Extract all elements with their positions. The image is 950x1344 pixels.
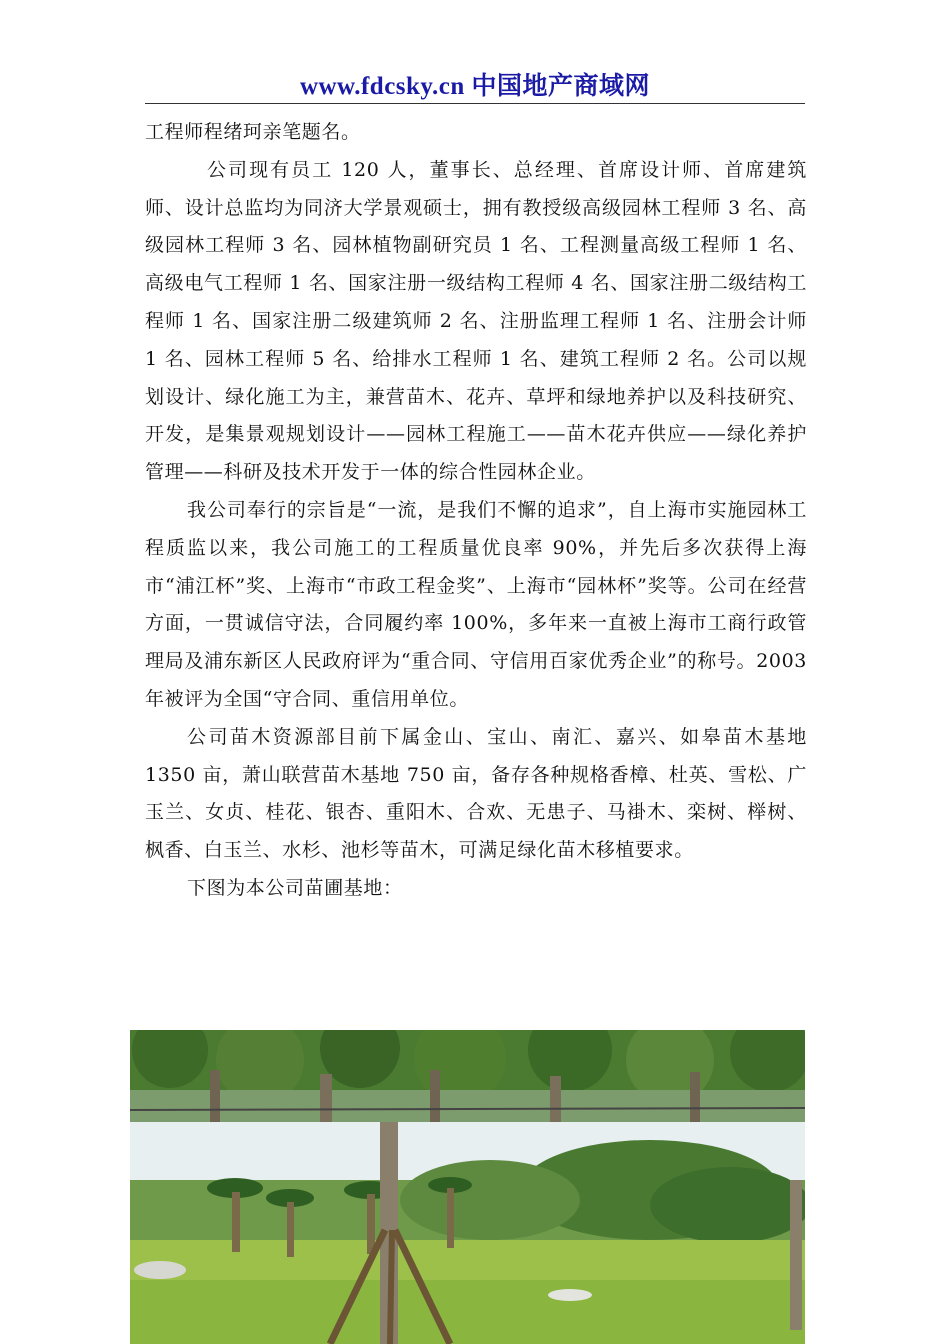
paragraph-continuation: 工程师程绪珂亲笔题名。	[145, 121, 361, 143]
paragraph-nursery: 公司苗木资源部目前下属金山、宝山、南汇、嘉兴、如皋苗木基地 1350 亩，萧山联营苗木基地 750 亩，备存各种规格香樟、杜英、雪松、广玉兰、女贞、桂花、银杏、重阳木、合欢、无患子、马褂木、栾树、榉树、枫香、白玉兰、水杉、池杉等苗木，可满足绿化苗木移植要求。	[145, 725, 807, 862]
document-body	[145, 114, 807, 908]
nursery-photo-illustration	[130, 1030, 805, 1344]
nursery-photo	[130, 1030, 805, 1344]
site-header: www.fdcsky.cn 中国地产商域网	[299, 73, 651, 100]
paragraph-staff: 公司现有员工 120 人，董事长、总经理、首席设计师、首席建筑师、设计总监均为同济大学景观硕士，拥有教授级高级园林工程师 3 名、高级园林工程师 3 名、园林植物副研究员 1 名、工程测量高级工程师 1 名、高级电气工程师 1 名、国家注册一级结构工程师 4 名、国家注册二级结构工程师 1 名、国家注册二级建筑师 2 名、注册监理工程师 1 名、注册会计师 1 名、园林工程师 5 名、给排水工程师 1 名、建筑工程师 2 名。公司以规划设计、绿化施工为主，兼营苗木、花卉、草坪和绿地养护以及科技研究、开发，是集景观规划设计——园林工程施工——苗木花卉供应——绿化养护管理——科研及技术开发于一体的综合性园林企业。	[145, 158, 807, 484]
header-divider	[145, 103, 805, 104]
paragraph-mission: 我公司奉行的宗旨是“一流，是我们不懈的追求”，自上海市实施园林工程质监以来，我公司施工的工程质量优良率 90%，并先后多次获得上海市“浦江杯”奖、上海市“市政工程金奖”、上海市“园林杯”奖等。公司在经营方面，一贯诚信守法，合同履约率 100%，多年来一直被上海市工商行政管理局及浦东新区人民政府评为“重合同、守信用百家优秀企业”的称号。2003 年被评为全国“守合同、重信用单位。	[145, 498, 807, 710]
paragraph-photo-caption: 下图为本公司苗圃基地：	[187, 876, 403, 899]
